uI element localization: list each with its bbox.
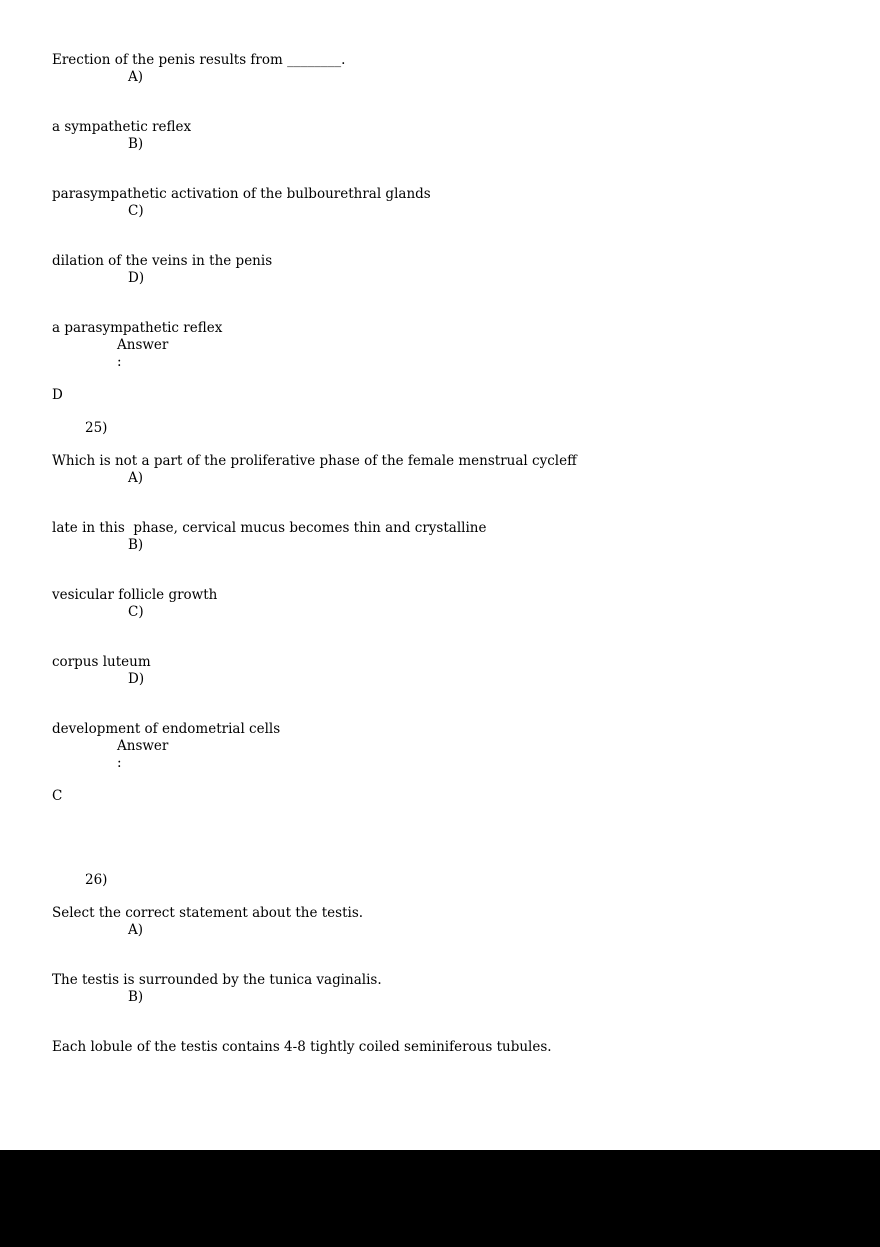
option-text: The testis is surrounded by the tunica vaginalis. (52, 972, 382, 988)
question-stem: Select the correct statement about the testis. (52, 905, 364, 921)
question-block (52, 420, 850, 805)
answer-value: D (52, 387, 63, 403)
option-label: B) (128, 989, 144, 1005)
option-text: a sympathetic reflex (52, 119, 192, 135)
option-text: development of endometrial cells (52, 721, 281, 737)
question-stem: Erection of the penis results from ________. (52, 52, 346, 68)
answer-label: Answer (117, 738, 169, 754)
question-stem: Which is not a part of the proliferative phase of the female menstrual cycleff (52, 453, 577, 469)
option-label: B) (128, 136, 144, 152)
option-label: C) (128, 604, 144, 620)
option-label: D) (128, 671, 145, 687)
option-label: D) (128, 270, 145, 286)
option-text: corpus luteum (52, 654, 151, 670)
option-text: a parasympathetic reflex (52, 320, 223, 336)
option-text: dilation of the veins in the penis (52, 253, 273, 269)
option-label: C) (128, 203, 144, 219)
answer-value: C (52, 788, 63, 804)
option-label: A) (128, 922, 144, 938)
option-text: late in this phase, cervical mucus becomes thin and crystalline (52, 520, 487, 536)
answer-label: Answer (117, 337, 169, 353)
answer-colon: : (117, 755, 122, 771)
answer-colon: : (117, 354, 122, 370)
option-label: A) (128, 69, 144, 85)
option-text: parasympathetic activation of the bulbourethral glands (52, 186, 431, 202)
question-block (52, 872, 850, 1056)
black-footer-bar (0, 1150, 880, 1247)
question-number: 26) (85, 872, 108, 888)
question-number: 25) (85, 420, 108, 436)
option-label: B) (128, 537, 144, 553)
question-block (52, 52, 850, 404)
option-text: vesicular follicle growth (52, 587, 218, 603)
option-label: A) (128, 470, 144, 486)
option-text: Each lobule of the testis contains 4-8 tightly coiled seminiferous tubules. (52, 1039, 552, 1055)
